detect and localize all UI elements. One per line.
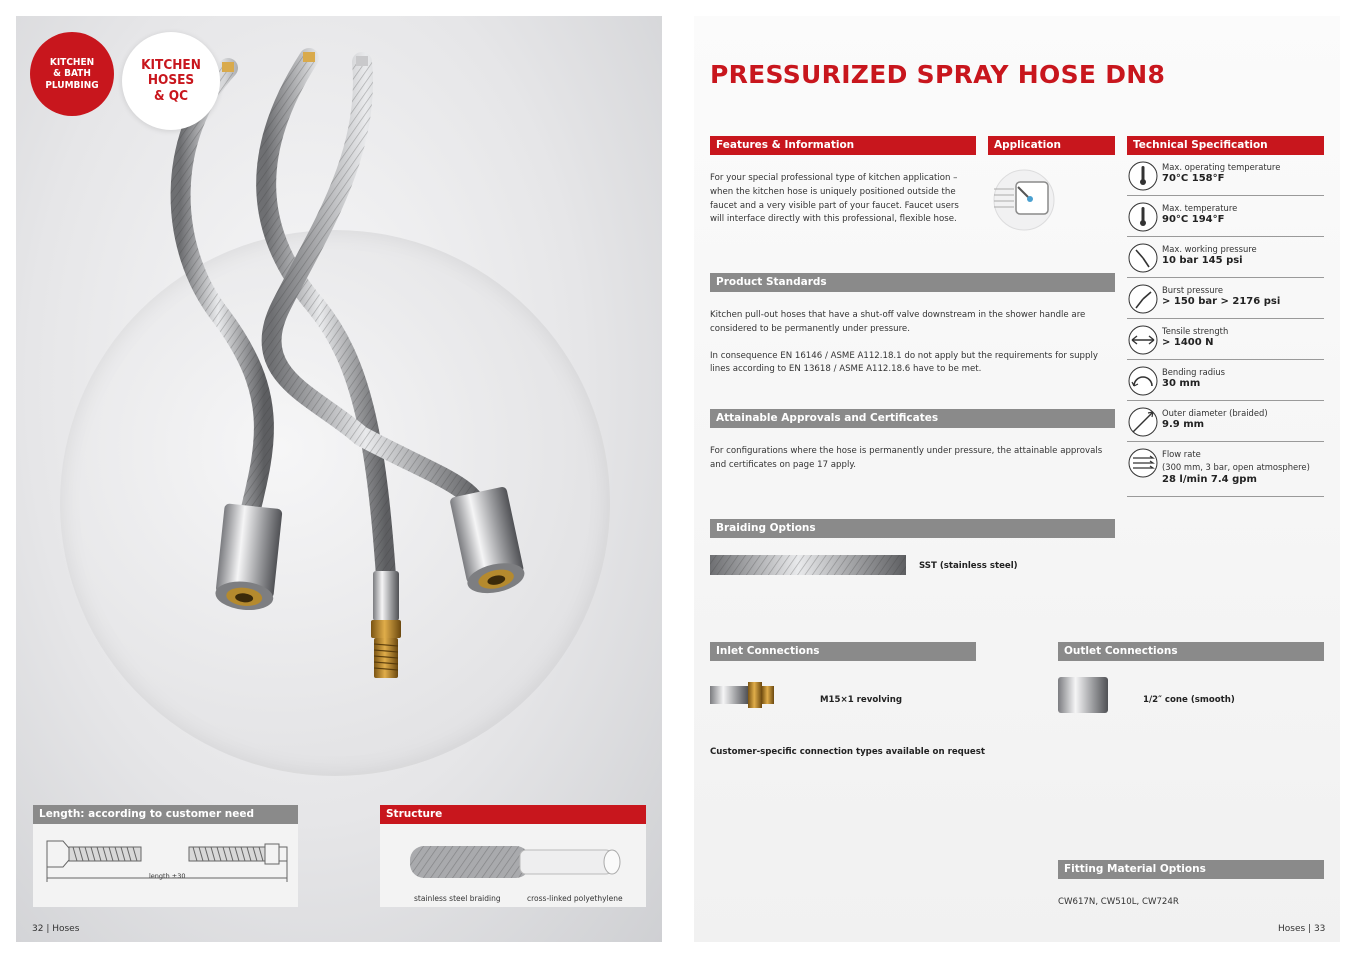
inlet-option-label: M15×1 revolving (820, 695, 903, 705)
spec-row-outer-diameter (1127, 401, 1324, 442)
spec-label: Outer diameter (braided) (1162, 408, 1268, 418)
spec-value: 10 bar 145 psi (1162, 255, 1243, 266)
spec-row-max-temperature (1127, 196, 1324, 237)
structure-diagram-panel (380, 824, 646, 907)
spec-row-burst-pressure (1127, 278, 1324, 319)
category-badge-kitchen-hoses (122, 32, 220, 130)
spec-label: Tensile strength (1162, 326, 1229, 336)
application-title: Application (988, 136, 1115, 155)
product-standards-section (710, 273, 1115, 377)
spec-label-detail: (300 mm, 3 bar, open atmosphere) (1162, 462, 1310, 472)
product-standards-paragraph-1: Kitchen pull-out hoses that have a shut-off valve downstream in the shower handle are considered to be permanently under pressure. (710, 310, 1086, 334)
spec-value: 70°C 158°F (1162, 173, 1225, 184)
right-page-footer: Hoses | 33 (1278, 924, 1326, 934)
badge-kitchen-hoses-text: KITCHEN HOSES & QC (141, 56, 201, 104)
inlet-fitting-icon (710, 678, 780, 712)
tech-spec-title: Technical Specification (1127, 136, 1324, 155)
features-text: For your special professional type of kitchen application – when the kitchen hose is uniquely positioned outside the faucet and a very visible part of your faucet. Faucet users will interface directly with this professional, flexible hose. (710, 173, 959, 225)
left-page (16, 16, 662, 942)
thermometer-icon (1128, 161, 1158, 191)
diameter-icon (1128, 407, 1158, 437)
spec-row-tensile-strength (1127, 319, 1324, 360)
flow-arrows-icon (1128, 448, 1158, 478)
product-standards-text (710, 309, 1110, 377)
features-section (710, 136, 976, 227)
length-box (33, 805, 298, 907)
spec-value: 28 l/min 7.4 gpm (1162, 474, 1257, 485)
badge-plumbing-text: KITCHEN & BATH PLUMBING (45, 56, 99, 91)
application-section (988, 136, 1115, 241)
structure-caption-braiding: stainless steel braiding (414, 894, 501, 903)
braided-hose-sample (710, 553, 908, 577)
tensile-arrows-icon (1128, 325, 1158, 355)
thermometer-icon (1128, 202, 1158, 232)
structure-box (380, 805, 646, 907)
hose-length-diagram (33, 824, 298, 907)
bending-radius-icon (1128, 366, 1158, 396)
spec-value: > 150 bar > 2176 psi (1162, 296, 1281, 307)
custom-connections-note: Customer-specific connection types available on request (710, 747, 985, 757)
fitting-material-text: CW617N, CW510L, CW724R (1058, 897, 1179, 907)
spec-row-flow-rate (1127, 442, 1324, 497)
spec-label: Max. operating temperature (1162, 162, 1281, 172)
approvals-title: Attainable Approvals and Certificates (710, 409, 1115, 428)
gauge-icon (1128, 284, 1158, 314)
braiding-section (710, 519, 1115, 581)
braiding-title: Braiding Options (710, 519, 1115, 538)
spec-label: Max. temperature (1162, 203, 1238, 213)
length-title: Length: according to customer need (33, 805, 298, 824)
spec-value: 90°C 194°F (1162, 214, 1225, 225)
structure-title: Structure (380, 805, 646, 824)
spec-label: Max. working pressure (1162, 244, 1257, 254)
outlet-title: Outlet Connections (1058, 642, 1324, 661)
spray-hose-photo (16, 16, 662, 942)
tech-spec-list (1127, 155, 1324, 497)
spec-value: > 1400 N (1162, 337, 1214, 348)
spec-label: Bending radius (1162, 367, 1226, 377)
outlet-cone-icon (1058, 675, 1110, 715)
approvals-text: For configurations where the hose is permanently under pressure, the attainable approvals and certificates on page 17 apply. (710, 446, 1103, 470)
tech-spec-section (1127, 136, 1324, 155)
outlet-section (1058, 642, 1324, 719)
length-diagram-panel (33, 824, 298, 907)
category-badge-plumbing (30, 32, 114, 116)
spec-label: Burst pressure (1162, 285, 1223, 295)
spec-row-bending-radius (1127, 360, 1324, 401)
fitting-material-title: Fitting Material Options (1058, 860, 1324, 879)
inlet-title: Inlet Connections (710, 642, 976, 661)
inlet-section (710, 642, 976, 716)
outlet-option-label: 1/2″ cone (smooth) (1143, 695, 1235, 705)
fitting-material-section (1058, 860, 1324, 910)
length-dimension-label: length ±30 (149, 872, 186, 880)
gauge-icon (1128, 243, 1158, 273)
product-standards-paragraph-2: In consequence EN 16146 / ASME A112.18.1 do not apply but the requirements for supply lines according to EN 13618 / ASME A112.18.6 have to be met. (710, 350, 1098, 375)
features-title: Features & Information (710, 136, 976, 155)
spec-value: 9.9 mm (1162, 419, 1205, 430)
kitchen-spray-icon (988, 167, 1058, 237)
product-standards-title: Product Standards (710, 273, 1115, 292)
page-title: PRESSURIZED SPRAY HOSE DN8 (710, 60, 1166, 89)
right-page (694, 16, 1340, 942)
spec-label: Flow rate (1162, 449, 1201, 459)
spec-row-operating-temperature (1127, 155, 1324, 196)
spec-row-working-pressure (1127, 237, 1324, 278)
approvals-section (710, 409, 1115, 473)
left-page-footer: 32 | Hoses (32, 924, 80, 934)
braiding-option-label: SST (stainless steel) (919, 561, 1018, 571)
spec-value: 30 mm (1162, 378, 1201, 389)
structure-caption-polyethylene: cross-linked polyethylene (527, 894, 623, 903)
